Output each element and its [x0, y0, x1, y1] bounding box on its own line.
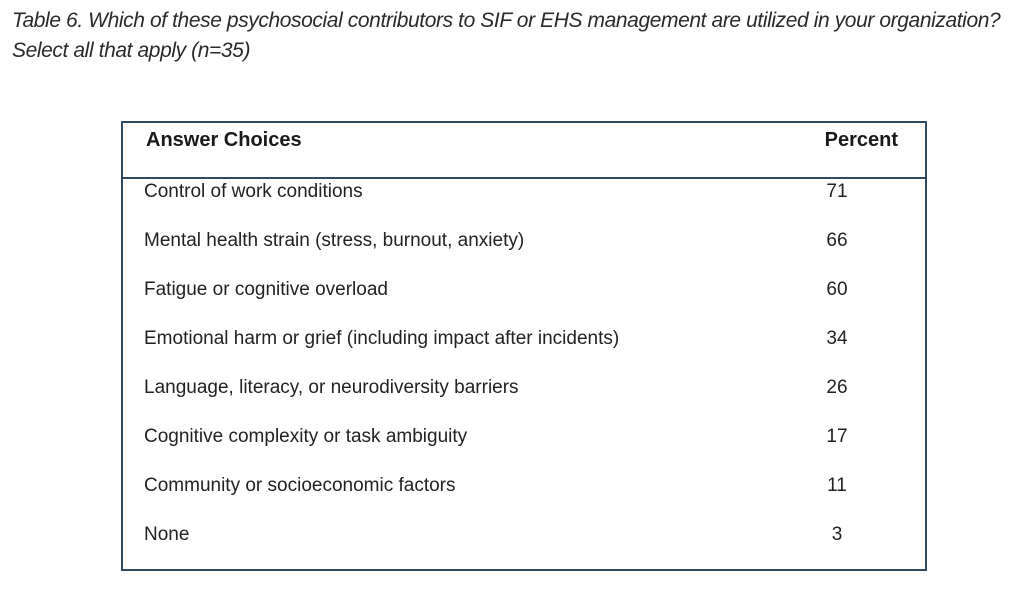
- percent-cell: 26: [826, 377, 848, 398]
- percent-cell: 11: [827, 475, 847, 496]
- table-row: [123, 179, 925, 228]
- table-row: [123, 277, 925, 326]
- percent-cell: 60: [826, 279, 848, 300]
- table-row: [123, 424, 925, 473]
- percent-cell: 71: [826, 181, 848, 202]
- header-percent: Percent: [824, 129, 898, 151]
- answer-choice-cell: Language, literacy, or neurodiversity barriers: [144, 377, 519, 398]
- answer-choice-cell: Control of work conditions: [144, 181, 363, 202]
- answer-choice-cell: Emotional harm or grief (including impact after incidents): [144, 328, 620, 349]
- table-caption: Table 6. Which of these psychosocial contributors to SIF or EHS management are utilized in your organization? Select all that apply (n=35): [12, 9, 1001, 62]
- percent-cell: 66: [826, 230, 848, 251]
- percent-cell: 3: [831, 524, 843, 545]
- answer-choice-cell: Mental health strain (stress, burnout, anxiety): [144, 230, 525, 251]
- answer-table: [121, 121, 927, 571]
- table-header: [123, 123, 925, 179]
- percent-cell: 17: [826, 426, 848, 447]
- table-row: [123, 375, 925, 424]
- table-row: [123, 228, 925, 277]
- answer-choice-cell: None: [144, 524, 190, 545]
- answer-choice-cell: Fatigue or cognitive overload: [144, 279, 388, 300]
- percent-cell: 34: [826, 328, 848, 349]
- table-body: [123, 179, 925, 571]
- table-row: [123, 326, 925, 375]
- header-answer-choices: Answer Choices: [146, 129, 302, 151]
- answer-choice-cell: Cognitive complexity or task ambiguity: [144, 426, 468, 447]
- table-row: [123, 522, 925, 571]
- table-row: [123, 473, 925, 522]
- answer-choice-cell: Community or socioeconomic factors: [144, 475, 456, 496]
